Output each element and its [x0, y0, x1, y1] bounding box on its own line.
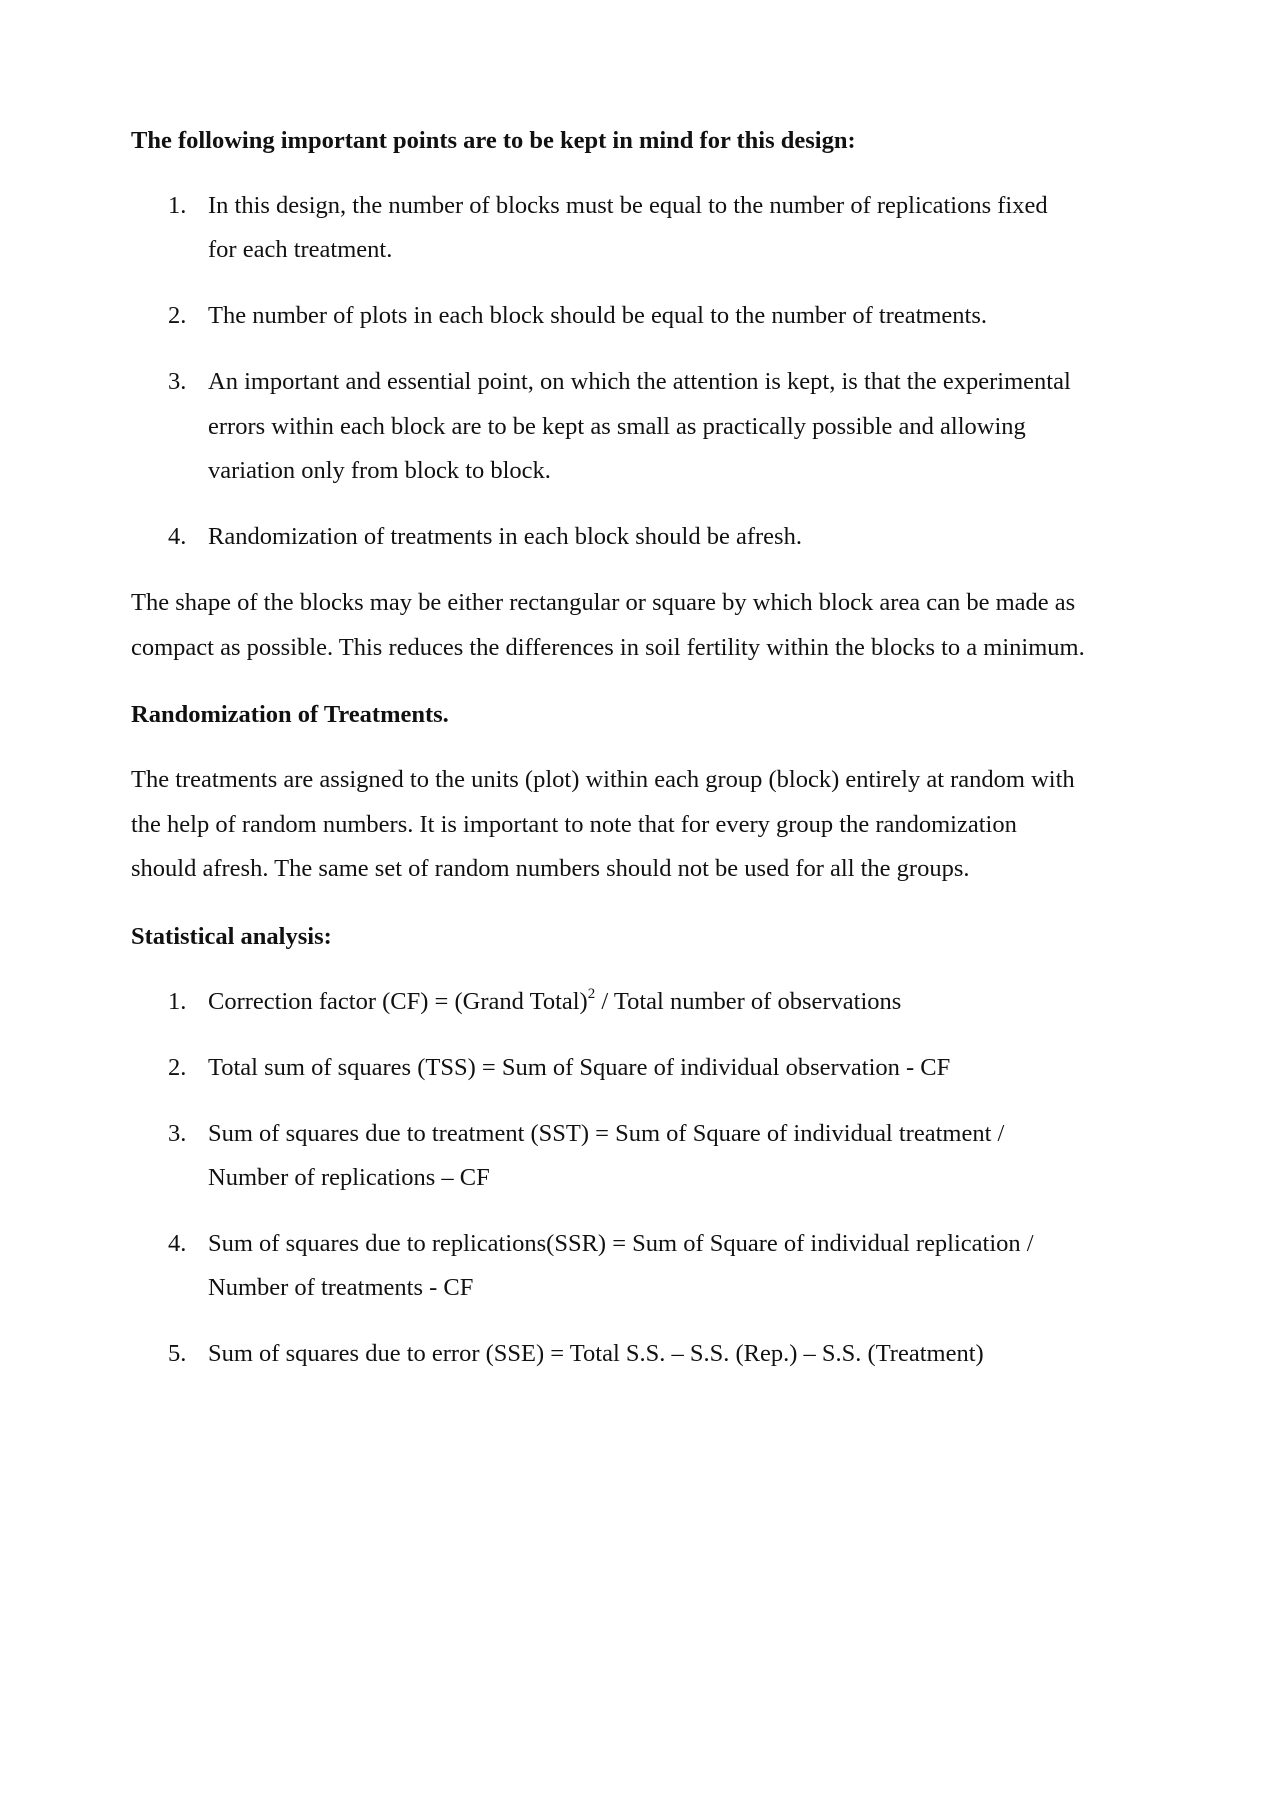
stat-5-line-1: Sum of squares due to error (SSE) = Total S.S. – S.S. (Rep.) – S.S. (Treatment)	[208, 1340, 984, 1367]
stat-2-line-1: Total sum of squares (TSS) = Sum of Square of individual observation - CF	[208, 1054, 951, 1081]
stat-3-line-2: Number of replications – CF	[208, 1164, 490, 1191]
heading-statistical-analysis: Statistical analysis:	[131, 923, 332, 950]
stat-1-number: 1.	[168, 988, 187, 1015]
point-3-line-2: errors within each block are to be kept as small as practically possible and allowing	[208, 413, 1026, 440]
point-2-line-1: The number of plots in each block should be equal to the number of treatments.	[208, 302, 988, 329]
heading-important-points: The following important points are to be kept in mind for this design:	[131, 127, 856, 154]
stat-4-line-1: Sum of squares due to replications(SSR) = Sum of Square of individual replication /	[208, 1230, 1034, 1257]
heading-randomization: Randomization of Treatments.	[131, 701, 449, 728]
point-4-number: 4.	[168, 523, 187, 550]
stat-4-line-2: Number of treatments - CF	[208, 1274, 474, 1301]
stat-1-text-before: Correction factor (CF) = (Grand Total)	[208, 988, 588, 1015]
para-randomization-line-3: should afresh. The same set of random numbers should not be used for all the groups.	[131, 855, 970, 882]
stat-2-number: 2.	[168, 1054, 187, 1081]
point-1-line-2: for each treatment.	[208, 236, 393, 263]
point-4-line-1: Randomization of treatments in each block should be afresh.	[208, 523, 802, 550]
stat-1-line-1	[208, 986, 902, 1015]
point-3-number: 3.	[168, 368, 187, 395]
point-2-number: 2.	[168, 302, 187, 329]
point-1-number: 1.	[168, 192, 187, 219]
stat-5-number: 5.	[168, 1340, 187, 1367]
stat-3-line-1: Sum of squares due to treatment (SST) = Sum of Square of individual treatment /	[208, 1120, 1005, 1147]
para-shape-line-2: compact as possible. This reduces the differences in soil fertility within the blocks to a minimum.	[131, 634, 1085, 661]
para-randomization-line-1: The treatments are assigned to the units (plot) within each group (block) entirely at random with	[131, 766, 1075, 793]
point-1-line-1: In this design, the number of blocks must be equal to the number of replications fixed	[208, 192, 1048, 219]
stat-1-superscript: 2	[587, 986, 596, 1002]
stat-1-text-after: / Total number of observations	[595, 988, 902, 1015]
stat-3-number: 3.	[168, 1120, 187, 1147]
point-3-line-1: An important and essential point, on which the attention is kept, is that the experimental	[208, 368, 1071, 395]
point-3-line-3: variation only from block to block.	[208, 457, 551, 484]
stat-4-number: 4.	[168, 1230, 187, 1257]
para-shape-line-1: The shape of the blocks may be either rectangular or square by which block area can be made as	[131, 589, 1076, 616]
para-randomization-line-2: the help of random numbers. It is important to note that for every group the randomization	[131, 811, 1017, 838]
